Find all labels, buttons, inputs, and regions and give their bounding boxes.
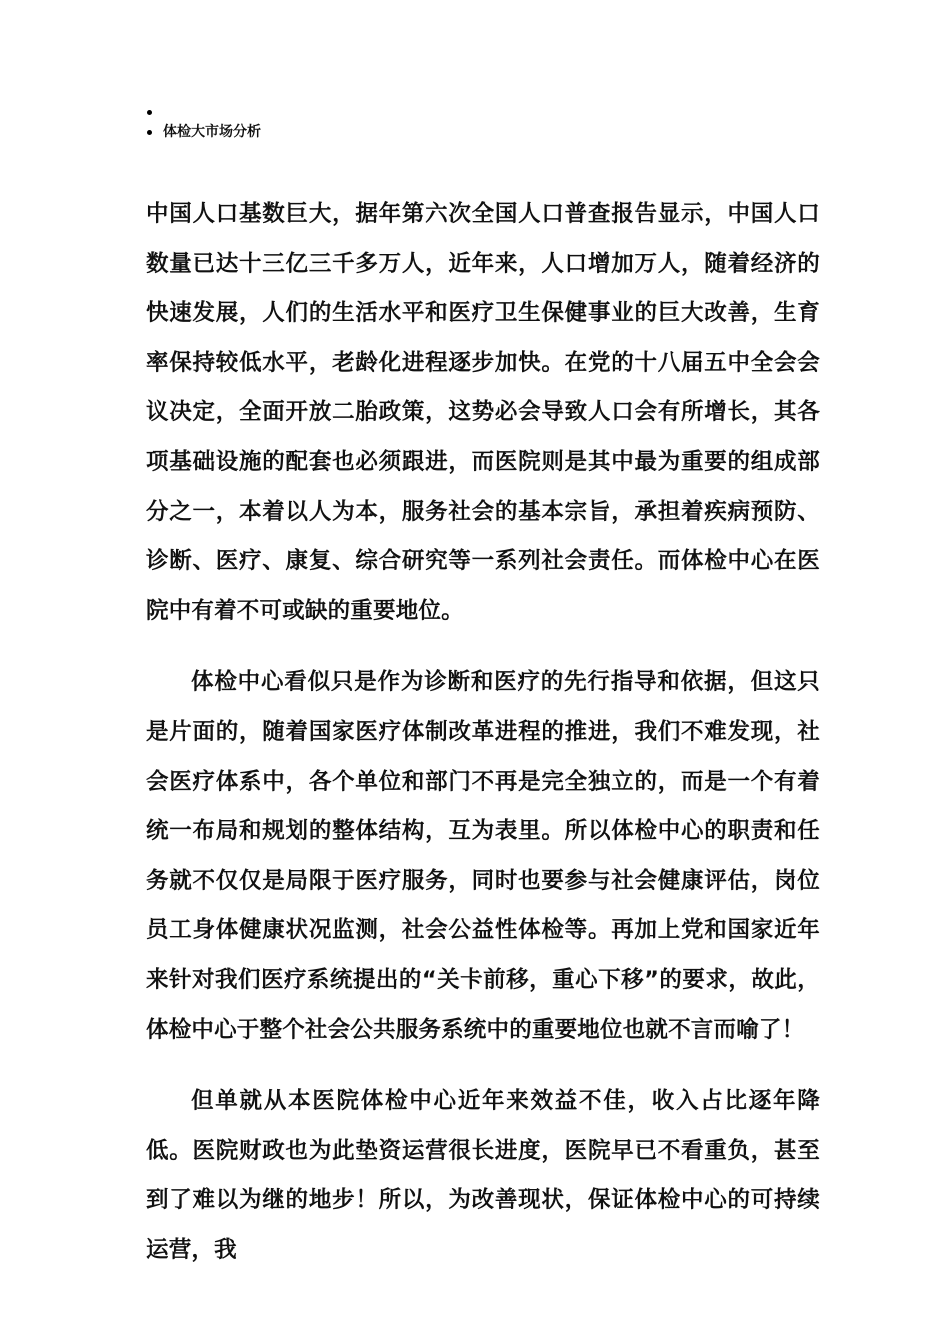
paragraph-2: 体检中心看似只是作为诊断和医疗的先行指导和依据，但这只是片面的，随着国家医疗体制改革进程的推进，我们不难发现，社会医疗体系中，各个单位和部门不再是完全独立的，而是一个有着统一布局和规划的整体结构，互为表里。所以体检中心的职责和任务就不仅仅是局限于医疗服务，同时也要参与社会健康评估，岗位员工身体健康状况监测，社会公益性体检等。再加上党和国家近年来针对我们医疗系统提出的“关卡前移，重心下移”的要求，故此，体检中心于整个社会公共服务系统中的重要地位也就不言而喻了！ (146, 669, 820, 1043)
body-text (146, 190, 820, 1297)
paragraph-1: 中国人口基数巨大，据年第六次全国人口普查报告显示，中国人口数量已达十三亿三千多万人，近年来，人口增加万人，随着经济的快速发展，人们的生活水平和医疗卫生保健事业的巨大改善，生育率保持较低水平，老龄化进程逐步加快。在党的十八届五中全会会议决定，全面开放二胎政策，这势必会导致人口会有所增长，其各项基础设施的配套也必须跟进，而医院则是其中最为重要的组成部分之一，本着以人为本，服务社会的基本宗旨，承担着疾病预防、诊断、医疗、康复、综合研究等一系列社会责任。而体检中心在医院中有着不可或缺的重要地位。 (146, 201, 820, 624)
bullet-dot-icon (147, 130, 152, 135)
bullet-item-title (147, 122, 547, 142)
bullet-item-empty (147, 102, 547, 122)
bullet-dot-icon (147, 110, 152, 115)
section-title: 体检大市场分析 (163, 124, 261, 140)
paragraph-3: 但单就从本医院体检中心近年来效益不佳，收入占比逐年降低。医院财政也为此垫资运营很长进度，医院早已不看重负，甚至到了难以为继的地步！所以，为改善现状，保证体检中心的可持续运营，我 (146, 1088, 820, 1263)
bullet-list (147, 102, 547, 142)
